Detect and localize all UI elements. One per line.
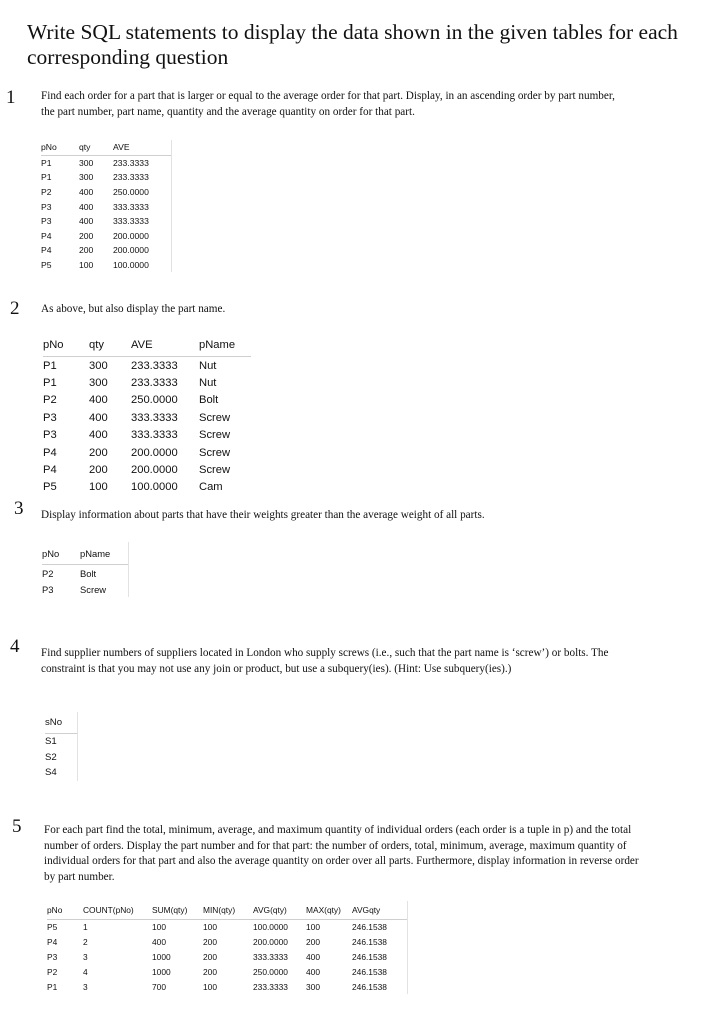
table-cell: 250.0000 <box>253 966 288 977</box>
question-1-number: 1 <box>6 87 16 108</box>
table-cell: 200.0000 <box>113 243 171 258</box>
table-row <box>42 565 128 582</box>
question-2-text: As above, but also display the part name. <box>41 303 226 315</box>
table-cell: 200.0000 <box>253 937 288 948</box>
table-cell: P1 <box>47 981 58 992</box>
table-cell: 200 <box>89 464 108 477</box>
table-cell: Screw <box>199 446 231 459</box>
table-row <box>45 765 77 781</box>
table-row <box>43 357 251 375</box>
table-cell: P2 <box>47 966 58 977</box>
table-row <box>47 920 407 935</box>
table-row <box>47 964 407 979</box>
table-cell: Nut <box>199 359 217 372</box>
table-row <box>47 935 407 950</box>
table-row <box>41 229 171 244</box>
question-3-number: 3 <box>14 498 24 519</box>
table-cell: P3 <box>47 951 58 962</box>
table-cell: 300 <box>306 981 320 992</box>
question-3-text: Display information about parts that have their weights greater than the average weight of all parts. <box>41 509 485 521</box>
column-header: pName <box>80 542 128 565</box>
table-cell: 246.1538 <box>352 979 407 994</box>
table-cell: 333.3333 <box>253 951 288 962</box>
table-cell: 400 <box>152 937 166 948</box>
result-table-1 <box>41 140 172 272</box>
table-cell: P1 <box>43 359 57 372</box>
table-cell: P2 <box>41 187 52 198</box>
table-cell: 333.3333 <box>113 199 171 214</box>
table-cell: 700 <box>152 981 166 992</box>
table-row <box>41 199 171 214</box>
table-cell: P5 <box>41 260 52 271</box>
table-cell: 233.3333 <box>131 377 178 390</box>
column-header: AVE <box>113 140 171 155</box>
column-header: COUNT(pNo) <box>83 905 134 915</box>
table-cell: Nut <box>199 377 217 390</box>
table-cell: 200 <box>79 245 94 256</box>
table-cell: 100 <box>89 481 108 494</box>
table-cell: 100.0000 <box>113 258 171 273</box>
table-cell: 200.0000 <box>113 229 171 244</box>
result-table-4 <box>45 712 78 781</box>
table-cell: P3 <box>41 201 52 212</box>
table-cell: S1 <box>45 734 77 750</box>
table-row <box>43 479 251 496</box>
table-cell: Cam <box>199 481 223 494</box>
table-cell: Bolt <box>80 565 128 582</box>
table-cell: 1000 <box>152 966 171 977</box>
table-header-row <box>45 712 77 734</box>
table-cell: 400 <box>89 429 108 442</box>
table-row <box>47 950 407 965</box>
table-cell: P4 <box>43 464 57 477</box>
table-cell: 1000 <box>152 951 171 962</box>
question-4-number: 4 <box>10 636 20 657</box>
table-cell: 200 <box>203 951 217 962</box>
table-row <box>47 979 407 994</box>
table-cell: 100 <box>203 922 217 933</box>
result-table-2 <box>43 334 251 496</box>
table-row <box>43 427 251 444</box>
table-row <box>41 155 171 170</box>
table-cell: 100 <box>152 922 166 933</box>
question-2-number: 2 <box>10 298 20 319</box>
question-5-number: 5 <box>12 816 22 837</box>
table-row <box>41 214 171 229</box>
column-header: pNo <box>42 547 60 559</box>
table-row <box>43 461 251 478</box>
table-cell: Screw <box>199 464 231 477</box>
table-row <box>41 170 171 185</box>
table-cell: 400 <box>79 201 94 212</box>
table-cell: P4 <box>47 937 58 948</box>
table-cell: 3 <box>83 981 88 992</box>
table-cell: 1 <box>83 922 88 933</box>
table-cell: 400 <box>89 394 108 407</box>
table-cell: 200 <box>203 937 217 948</box>
question-5-text: For each part find the total, minimum, average, and maximum quantity of individual orders (each order is a tuple in p) and the total number of orders. Display the part number and for that part: the number of orders, total, minimum, average, maximum quantity of individual orders for that part and also the average quantity on order over all parts. Furthermore, display information in reverse order by part number. <box>44 824 639 883</box>
column-header: pNo <box>41 142 57 153</box>
table-cell: P5 <box>43 481 57 494</box>
table-cell: P2 <box>43 394 57 407</box>
table-cell: 2 <box>83 937 88 948</box>
column-header: sNo <box>45 712 77 734</box>
table-cell: 200 <box>79 230 94 241</box>
result-table-5 <box>47 901 408 994</box>
column-header: pName <box>199 339 236 351</box>
table-cell: 333.3333 <box>131 411 178 424</box>
column-header: MAX(qty) <box>306 905 341 915</box>
table-cell: 300 <box>89 377 108 390</box>
table-cell: 100.0000 <box>131 481 178 494</box>
table-cell: P5 <box>47 922 58 933</box>
table-row <box>41 243 171 258</box>
table-cell: S2 <box>45 750 77 766</box>
question-1-text: Find each order for a part that is larger or equal to the average order for that part. Display, in an ascending order by part number, the part number, part name, quantity and the average quantity on order for that part. <box>41 90 615 118</box>
table-header-row <box>42 542 128 565</box>
table-row <box>43 392 251 409</box>
column-header: SUM(qty) <box>152 905 188 915</box>
table-header-row <box>47 901 407 920</box>
table-cell: S4 <box>45 765 77 781</box>
column-header: qty <box>89 339 104 351</box>
table-cell: 233.3333 <box>113 155 171 170</box>
table-row <box>42 581 128 597</box>
table-cell: 246.1538 <box>352 935 407 950</box>
table-cell: P4 <box>41 230 52 241</box>
table-cell: P2 <box>42 567 54 579</box>
table-cell: Bolt <box>199 394 219 407</box>
table-cell: 400 <box>306 966 320 977</box>
table-cell: P1 <box>41 172 52 183</box>
table-cell: Screw <box>199 411 231 424</box>
table-row <box>41 185 171 200</box>
table-cell: 233.3333 <box>131 359 178 372</box>
page-title: Write SQL statements to display the data shown in the given tables for each corresponding question <box>27 20 678 69</box>
table-cell: 300 <box>89 359 108 372</box>
column-header: AVGqty <box>352 901 407 920</box>
table-cell: Screw <box>199 429 231 442</box>
column-header: pNo <box>43 339 64 351</box>
table-cell: 400 <box>79 216 94 227</box>
result-table-3 <box>42 542 129 597</box>
table-cell: P3 <box>42 583 54 595</box>
table-cell: 200 <box>203 966 217 977</box>
table-cell: 200 <box>89 446 108 459</box>
table-cell: 250.0000 <box>131 394 178 407</box>
table-row <box>41 258 171 273</box>
table-cell: 400 <box>89 411 108 424</box>
table-row <box>45 750 77 766</box>
table-cell: 300 <box>79 157 94 168</box>
table-cell: P1 <box>43 377 57 390</box>
table-cell: 400 <box>306 951 320 962</box>
table-cell: 400 <box>79 187 94 198</box>
table-row <box>43 374 251 391</box>
table-cell: 246.1538 <box>352 964 407 979</box>
table-row <box>43 409 251 426</box>
table-cell: 4 <box>83 966 88 977</box>
column-header: qty <box>79 142 91 153</box>
table-cell: 100 <box>203 981 217 992</box>
table-cell: 233.3333 <box>113 170 171 185</box>
table-cell: 100 <box>306 922 320 933</box>
table-cell: 333.3333 <box>113 214 171 229</box>
column-header: AVE <box>131 339 153 351</box>
table-cell: 246.1538 <box>352 950 407 965</box>
table-header-row <box>43 334 251 357</box>
table-cell: P3 <box>43 411 57 424</box>
table-cell: 200 <box>306 937 320 948</box>
column-header: MIN(qty) <box>203 905 236 915</box>
column-header: AVG(qty) <box>253 905 287 915</box>
table-header-row <box>41 140 171 155</box>
table-cell: P3 <box>43 429 57 442</box>
table-cell: Screw <box>80 581 128 597</box>
table-cell: 246.1538 <box>352 920 407 935</box>
table-cell: P1 <box>41 157 52 168</box>
table-cell: 300 <box>79 172 94 183</box>
question-4-text: Find supplier numbers of suppliers located in London who supply screws (i.e., such that the part name is ‘screw’) or bolts. The constraint is that you may not use any join or product, but use a subquery(ies). (Hint: Use subquery(ies).) <box>41 647 609 675</box>
column-header: pNo <box>47 905 63 915</box>
table-cell: P3 <box>41 216 52 227</box>
table-cell: 250.0000 <box>113 185 171 200</box>
table-cell: 333.3333 <box>131 429 178 442</box>
table-row <box>43 444 251 461</box>
table-cell: 200.0000 <box>131 464 178 477</box>
table-cell: P4 <box>43 446 57 459</box>
table-cell: 3 <box>83 951 88 962</box>
table-cell: 100.0000 <box>253 922 288 933</box>
table-cell: 100 <box>79 260 94 271</box>
table-cell: 200.0000 <box>131 446 178 459</box>
table-cell: 233.3333 <box>253 981 288 992</box>
table-cell: P4 <box>41 245 52 256</box>
table-row <box>45 734 77 750</box>
